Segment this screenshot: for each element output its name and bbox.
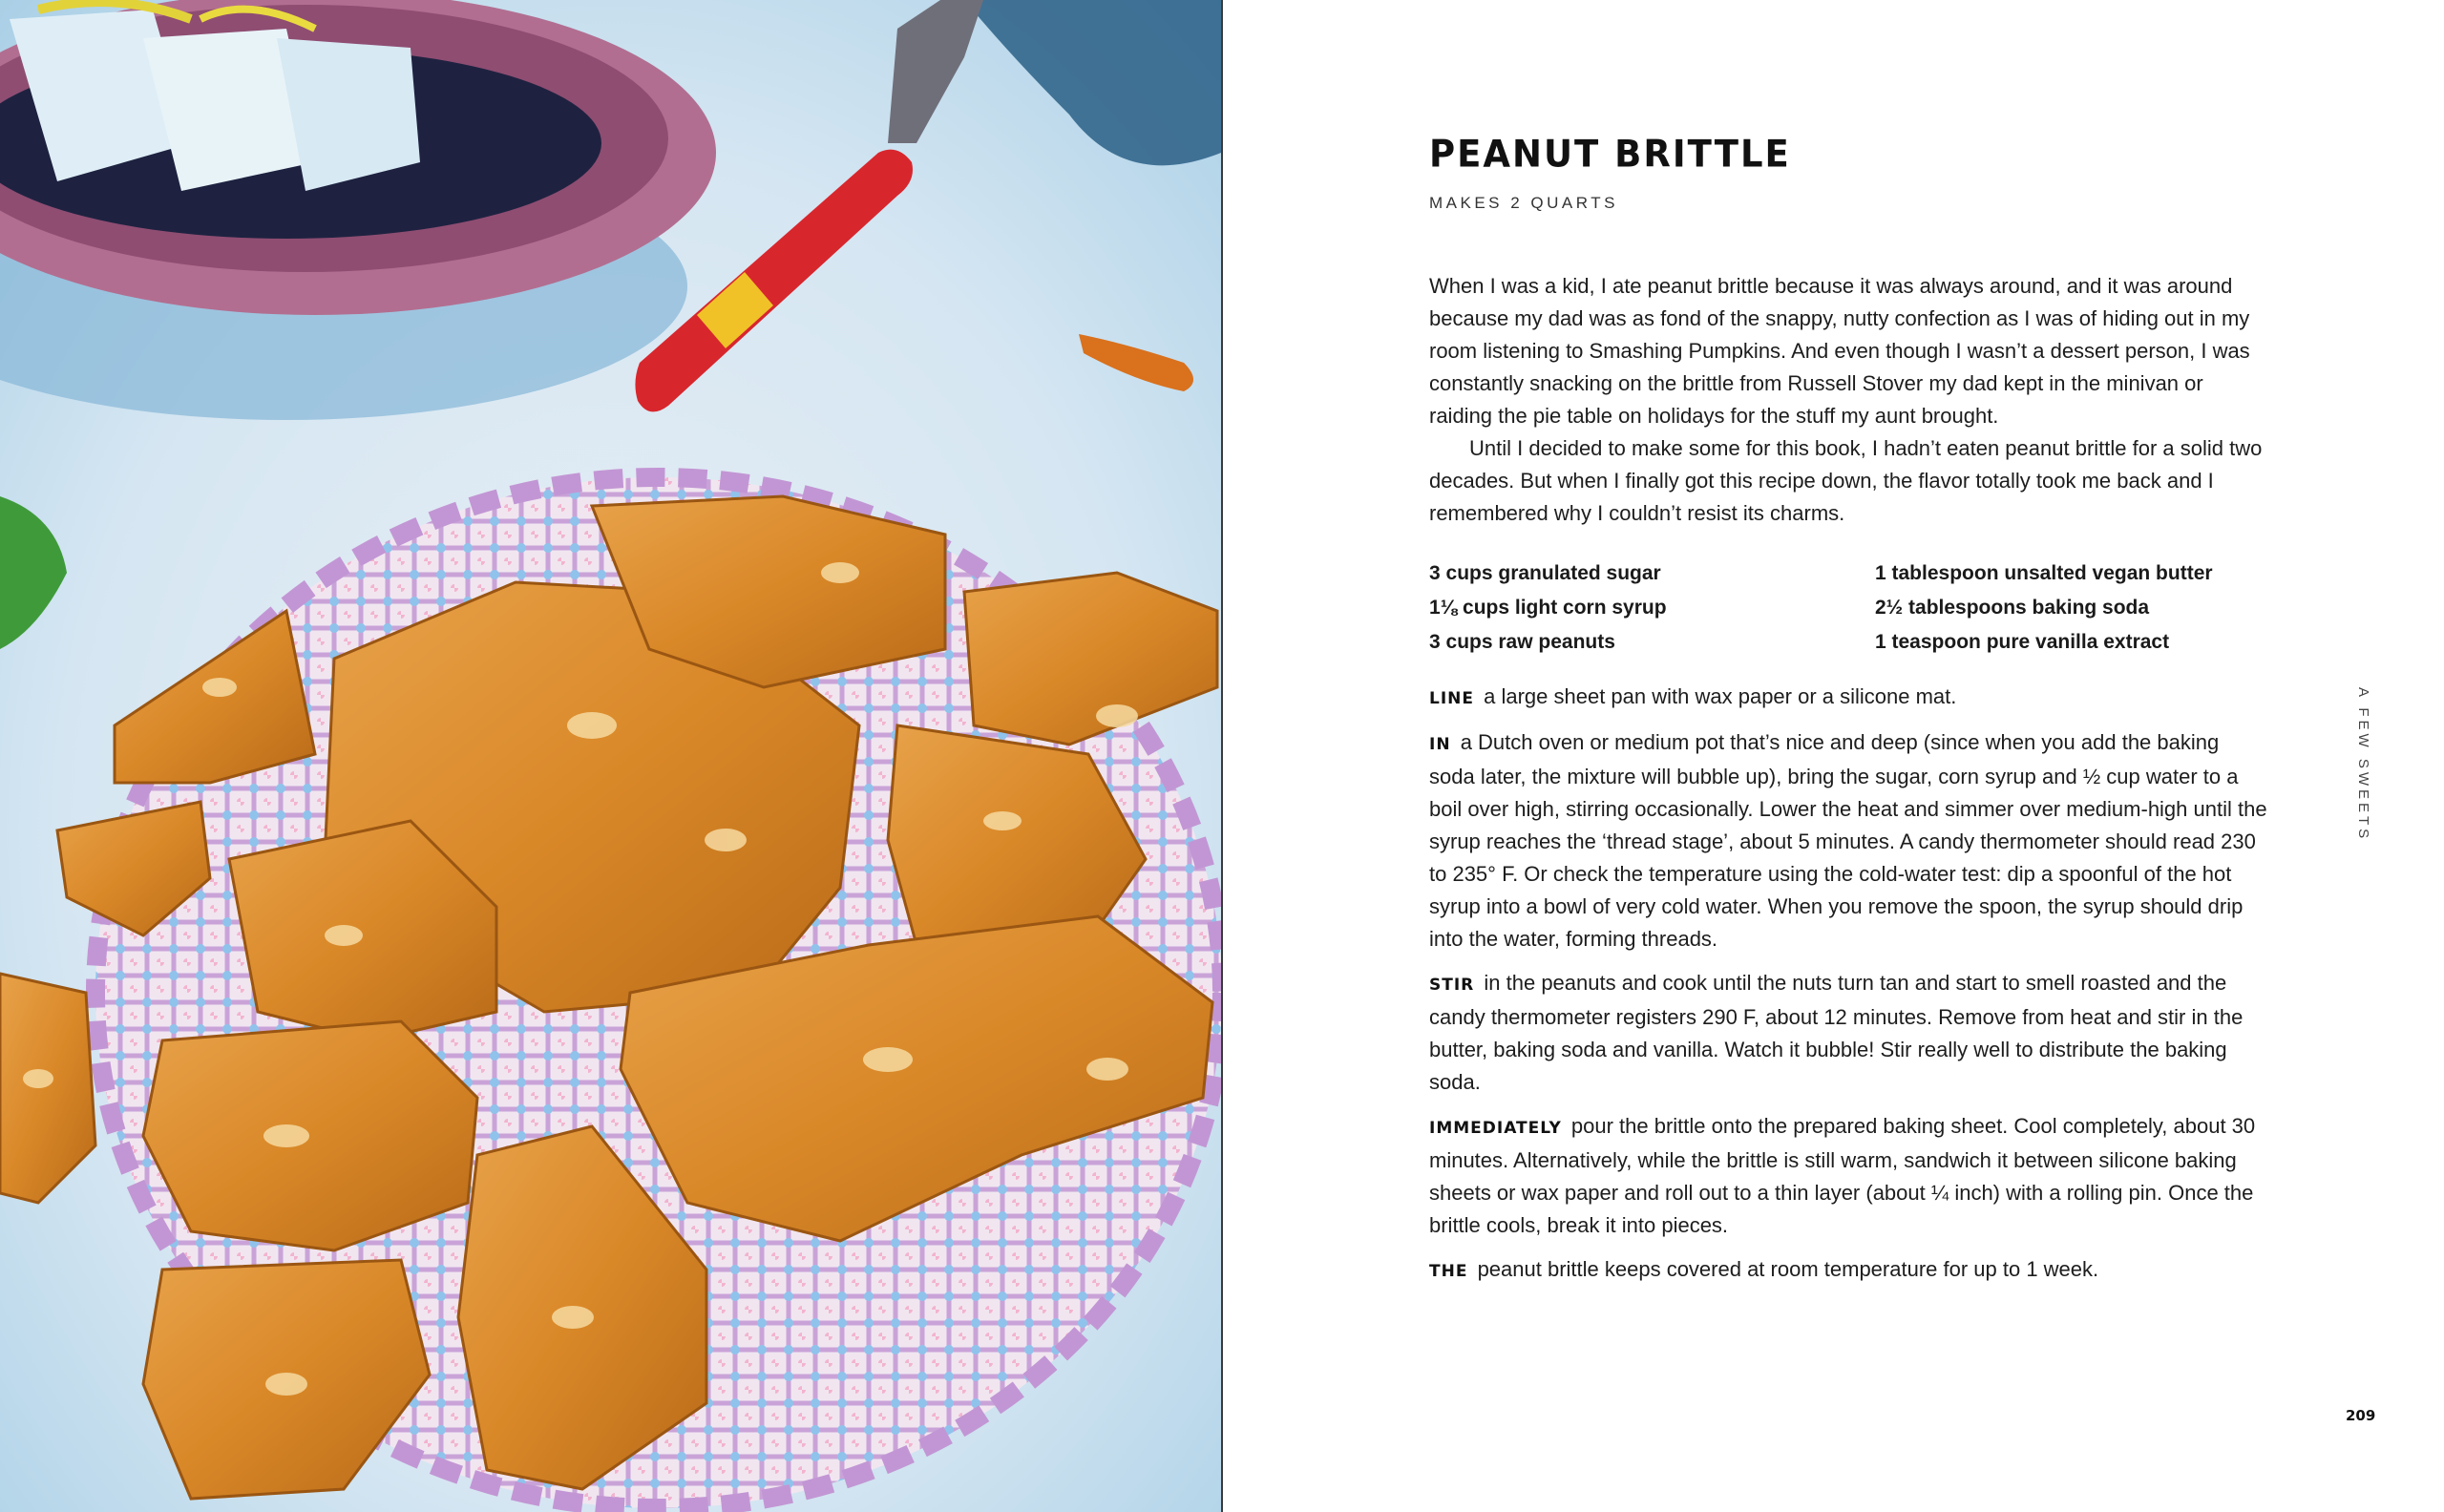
ingredient-item: 1 teaspoon pure vanilla extract — [1875, 631, 2170, 653]
step-keyword: THE — [1429, 1262, 1468, 1281]
method-step — [1429, 967, 2269, 1099]
step-text: a Dutch oven or medium pot that’s nice and deep (since when you add the baking soda later, the mixture will bubble up), bring the sugar, corn syrup and ½ cup water to a boil over high, stirring occasionally. Lower the heat and simmer over medium-high until the syrup reaches the ‘thread stage’, about 5 minutes. A candy thermometer should read 230 to 235° F. Or check the temperature using the cold-water test: dip a spoonful of the hot syrup into a bowl of very cold water. When you remove the spoon, the syrup should drip into the water, forming threads. — [1429, 730, 2267, 951]
method-step — [1429, 1253, 2269, 1288]
step-text: pour the brittle onto the prepared baking sheet. Cool completely, about 30 minutes. Alternatively, while the brittle is still warm, sandwich it between silicone baking sheets or wax paper and roll out to a thin layer (about ¼ inch) with a rolling pin. Once the brittle cools, break it into pieces. — [1429, 1114, 2256, 1237]
method-steps — [1429, 681, 2269, 1288]
ingredient-item: 3 cups raw peanuts — [1429, 631, 1615, 653]
ingredient-item: 2½ tablespoons baking soda — [1875, 597, 2150, 619]
method-step — [1429, 726, 2269, 956]
step-keyword: IN — [1429, 735, 1451, 754]
recipe-page — [1223, 0, 2444, 1512]
peanut-brittle-photo — [0, 0, 1221, 1512]
step-text: peanut brittle keeps covered at room temperature for up to 1 week. — [1477, 1257, 2099, 1281]
intro-paragraph: When I was a kid, I ate peanut brittle because it was always around, and it was around because my dad was as fond of the snappy, nutty confection as I was of hiding out in my room listening to Smashing Pumpkins. And even though I wasn’t a dessert person, I was constantly snacking on the brittle from Russell Stover my dad kept in the minivan or raiding the pie table on holidays for the stuff my aunt brought. — [1429, 274, 2250, 428]
method-step — [1429, 1110, 2269, 1242]
ingredient-item: 1⅛ cups light corn syrup — [1429, 597, 1667, 619]
intro-paragraph: Until I decided to make some for this book, I hadn’t eaten peanut brittle for a solid two decades. But when I finally got this recipe down, the flavor totally took me back and I remembered why I couldn’t resist its charms. — [1429, 436, 2263, 525]
method-step — [1429, 681, 2269, 715]
photo-illustration — [0, 0, 1221, 1512]
recipe-content — [1429, 134, 2269, 1299]
step-keyword: LINE — [1429, 689, 1474, 708]
step-keyword: IMMEDIATELY — [1429, 1119, 1562, 1138]
ingredient-item: 1 tablespoon unsalted vegan butter — [1875, 562, 2213, 584]
step-keyword: STIR — [1429, 976, 1475, 995]
recipe-title: PEANUT BRITTLE — [1429, 132, 1791, 177]
ingredient-list — [1429, 556, 2269, 660]
ingredient-item: 3 cups granulated sugar — [1429, 562, 1661, 584]
step-text: in the peanuts and cook until the nuts turn tan and start to smell roasted and the candy thermometer registers 290 F, about 12 minutes. Remove from heat and stir in the butter, baking soda and vanilla. Watch it bubble! Stir really well to distribute the baking soda. — [1429, 971, 2244, 1094]
step-text: a large sheet pan with wax paper or a silicone mat. — [1484, 684, 1957, 708]
recipe-yield: MAKES 2 QUARTS — [1429, 194, 1618, 212]
recipe-intro — [1429, 270, 2269, 530]
section-tab: A FEW SWEETS — [2355, 687, 2371, 843]
page-number: 209 — [2346, 1407, 2376, 1424]
